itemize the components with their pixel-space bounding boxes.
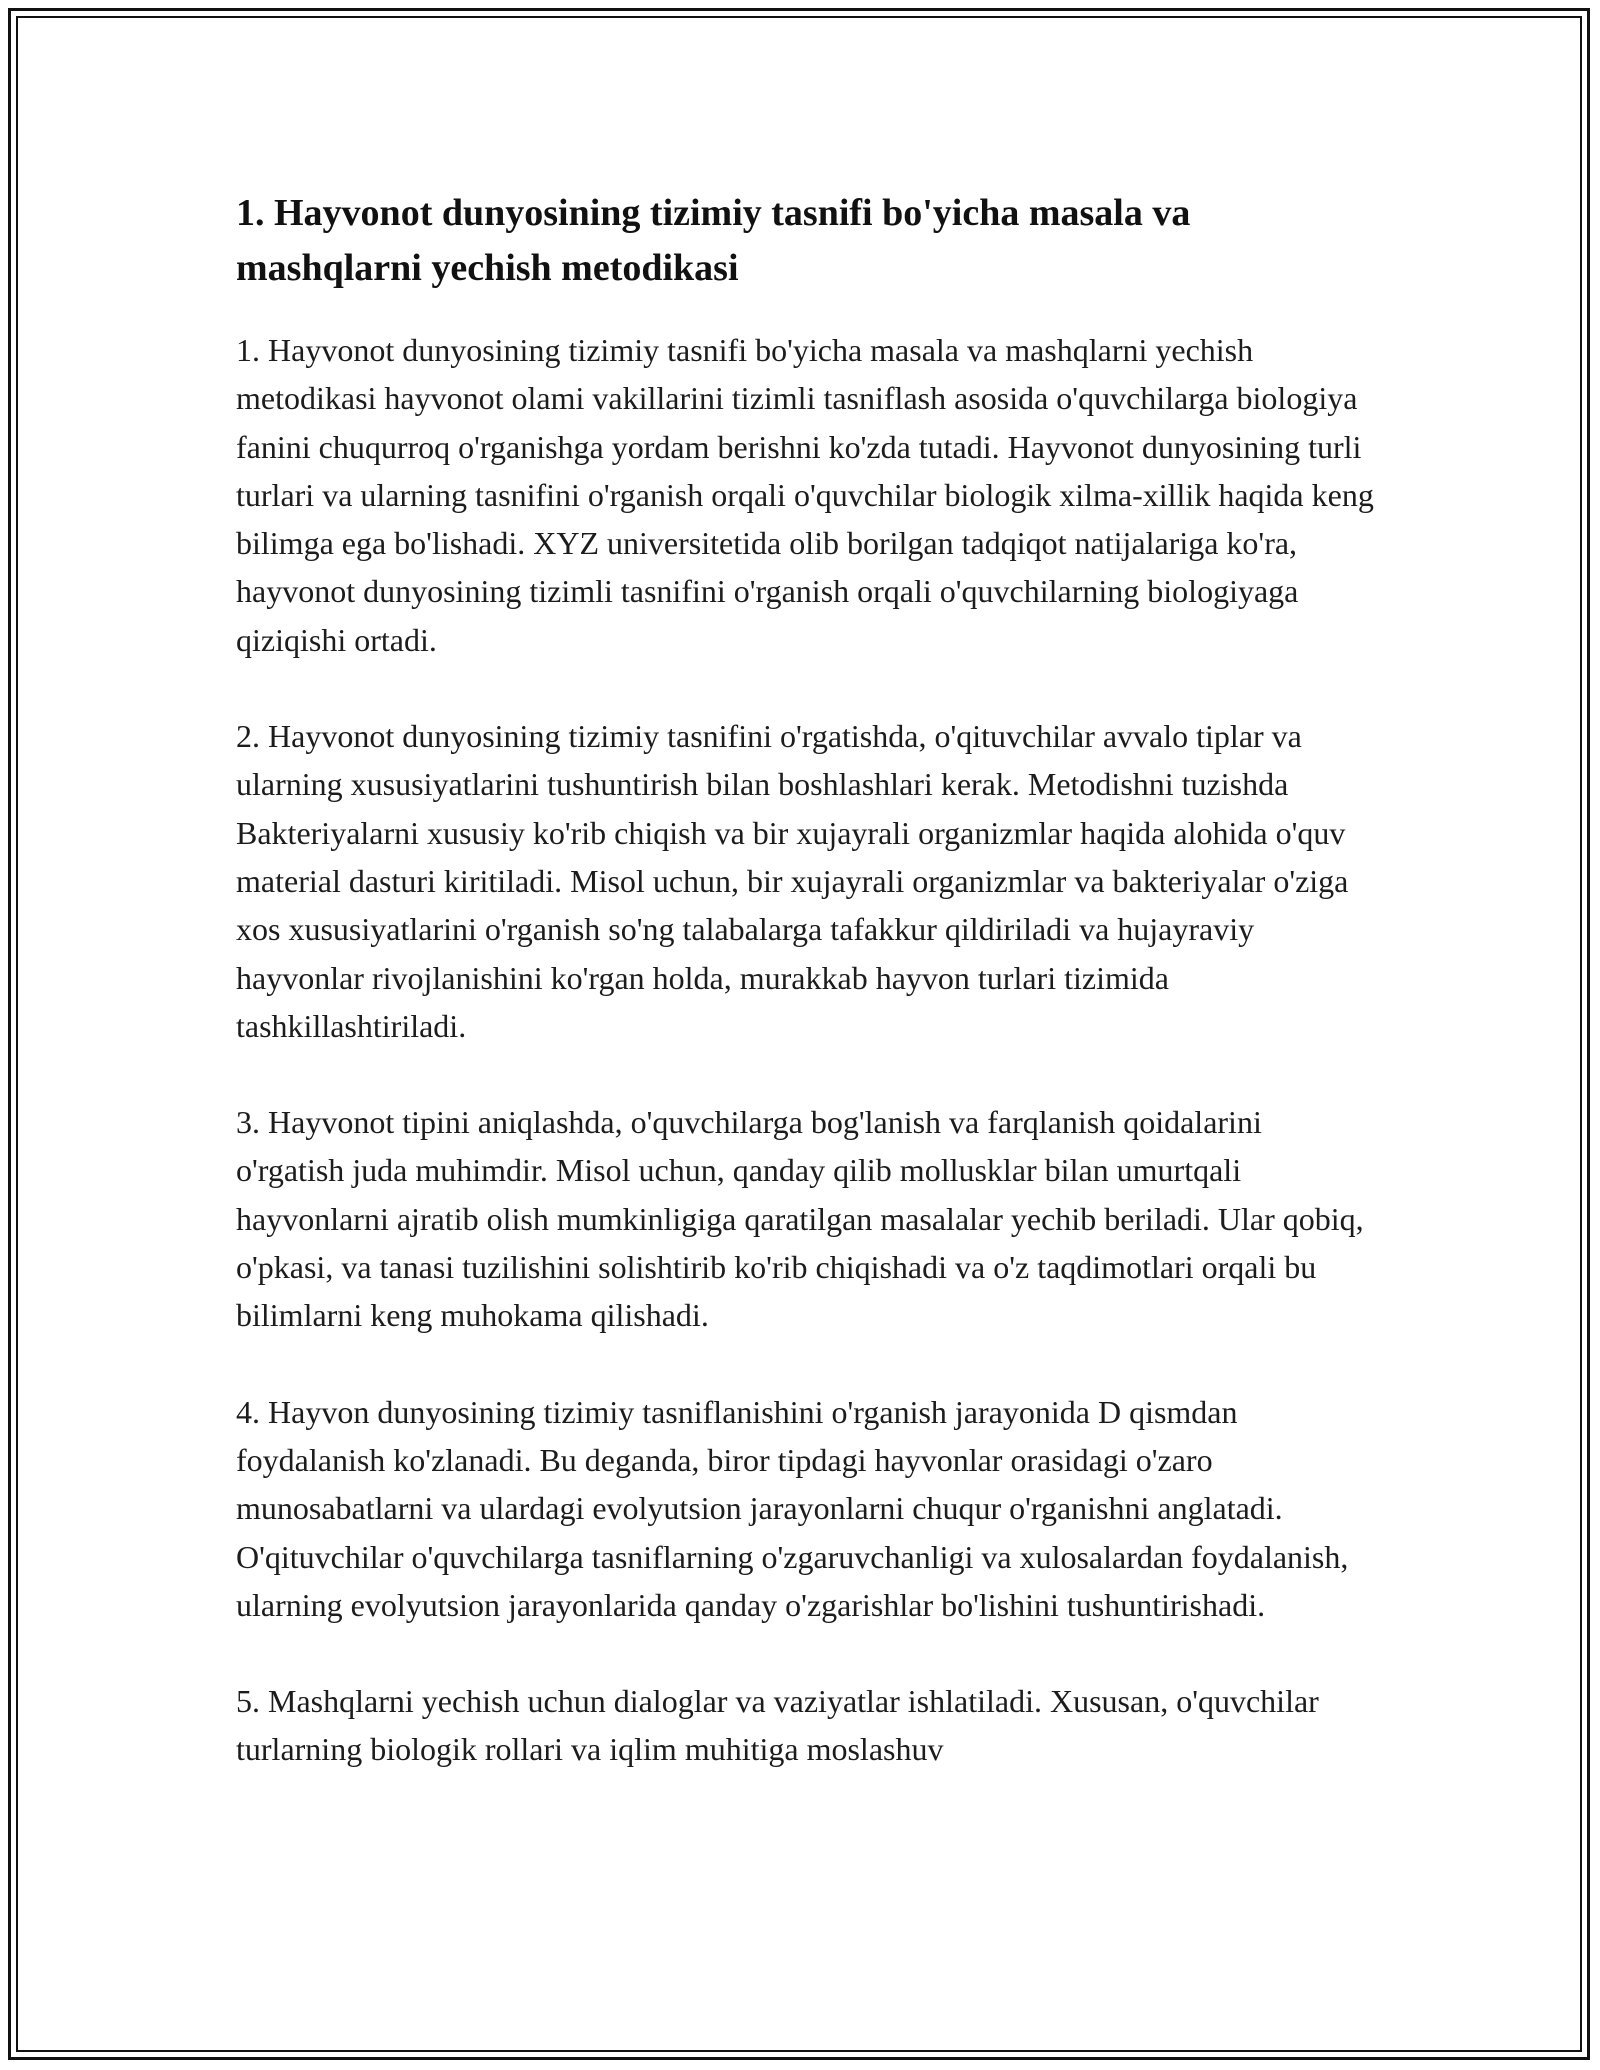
- paragraph-1: 1. Hayvonot dunyosining tizimiy tasnifi bo'yicha masala va mashqlarni yechish metodikasi hayvonot olami vakillarini tizimli tasniflash asosida o'quvchilarga biologiya fanini chuqurroq o'rganishga yordam berishni ko'zda tutadi. Hayvonot dunyosining turli turlari va ularning tasnifini o'rganish orqali o'quvchilar biologik xilma-xillik haqida keng bilimga ega bo'lishadi. XYZ universitetida olib borilgan tadqiqot natijalariga ko'ra, hayvonot dunyosining tizimli tasnifini o'rganish orqali o'quvchilarning biologiyaga qiziqishi ortadi.: [236, 332, 1374, 658]
- document-body: [236, 186, 1376, 1822]
- paragraph-5: 5. Mashqlarni yechish uchun dialoglar va vaziyatlar ishlatiladi. Xususan, o'quvchilar turlarning biologik rollari va iqlim muhitiga moslashuv: [236, 1683, 1319, 1768]
- document-title: 1. Hayvonot dunyosining tizimiy tasnifi bo'yicha masala va mashqlarni yechish metodikasi: [236, 192, 1191, 289]
- paragraph-4: 4. Hayvon dunyosining tizimiy tasniflanishini o'rganish jarayonida D qismdan foydalanish ko'zlanadi. Bu deganda, biror tipdagi hayvonlar orasidagi o'zaro munosabatlarni va ulardagi evolyutsion jarayonlarni chuqur o'rganishni anglatadi. O'qituvchilar o'quvchilarga tasniflarning o'zgaruvchanligi va xulosalardan foydalanish, ularning evolyutsion jarayonlarida qanday o'zgarishlar bo'lishini tushuntirishadi.: [236, 1393, 1349, 1623]
- paragraph-2: 2. Hayvonot dunyosining tizimiy tasnifini o'rgatishda, o'qituvchilar avvalo tiplar va ularning xususiyatlarini tushuntirish bilan boshlashlari kerak. Metodishni tuzishda Bakteriyalarni xususiy ko'rib chiqish va bir xujayrali organizmlar haqida alohida o'quv material dasturi kiritiladi. Misol uchun, bir xujayrali organizmlar va bakteriyalar o'ziga xos xususiyatlarini o'rganish so'ng talabalarga tafakkur qildiriladi va hujayraviy hayvonlar rivojlanishini ko'rgan holda, murakkab hayvon turlari tizimida tashkillashtiriladi.: [236, 718, 1349, 1044]
- paragraph-3: 3. Hayvonot tipini aniqlashda, o'quvchilarga bog'lanish va farqlanish qoidalarini o'rgatish juda muhimdir. Misol uchun, qanday qilib mollusklar bilan umurtqali hayvonlarni ajratib olish mumkinligiga qaratilgan masalalar yechib beriladi. Ular qobiq, o'pkasi, va tanasi tuzilishini solishtirib ko'rib chiqishadi va o'z taqdimotlari orqali bu bilimlarni keng muhokama qilishadi.: [236, 1104, 1364, 1334]
